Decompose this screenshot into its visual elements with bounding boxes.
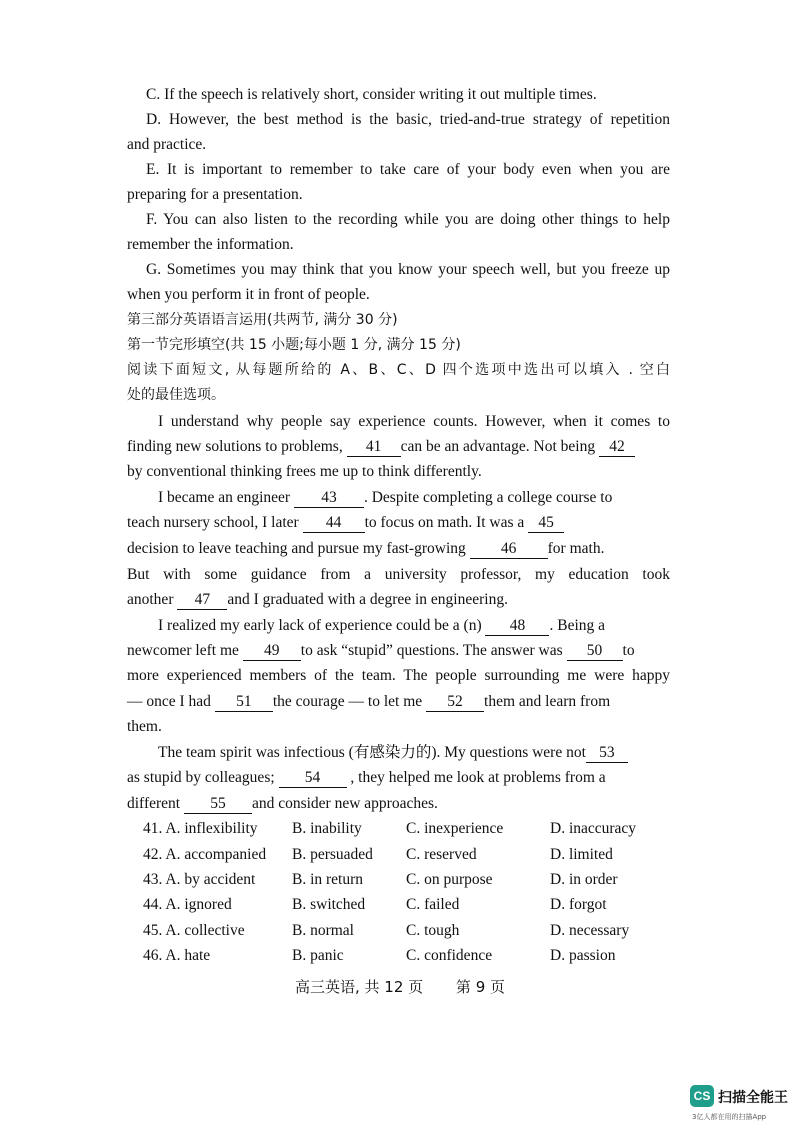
p2-line2-text-a: teach nursery school, I later	[127, 514, 299, 531]
q44-option-c: C. failed	[406, 896, 460, 913]
p2-line4: But with some guidance from a university professor, my education took	[127, 566, 670, 583]
p2-line3-text-b: for math.	[547, 540, 605, 557]
q41-number: 41.	[143, 820, 163, 837]
blank-44: 44	[303, 514, 365, 533]
q43-option-c: C. on purpose	[406, 871, 493, 888]
p2-line5-text-b: and I graduated with a degree in engineering.	[227, 591, 508, 608]
q44-option-d: D. forgot	[550, 896, 607, 913]
p2-line1-text-a: I became an engineer	[158, 489, 291, 506]
p4-line2	[127, 768, 670, 788]
p3-line3: more experienced members of the team. The people surrounding me were happy	[127, 667, 670, 684]
p3-line4-text-a: — once I had	[127, 693, 211, 710]
q44-number: 44.	[143, 896, 163, 913]
p4-line3-text-a: different	[127, 795, 181, 812]
p2-line1-text-b: . Despite completing a college course to	[363, 489, 613, 506]
p2-line3	[127, 539, 670, 559]
blank-53: 53	[586, 744, 628, 763]
blank-46: 46	[470, 540, 548, 559]
blank-47: 47	[177, 591, 227, 610]
p1-line1: I understand why people say experience counts. However, when it comes to	[158, 413, 670, 430]
blank-41: 41	[347, 438, 401, 457]
q45-a	[143, 921, 245, 941]
q46-option-c: C. confidence	[406, 947, 493, 964]
q42-option-c: C. reserved	[406, 846, 477, 863]
q41-option-b: B. inability	[292, 820, 362, 837]
p4-line3-text-b: and consider new approaches.	[251, 795, 438, 812]
p3-line2	[127, 641, 670, 661]
p4-line1	[158, 743, 670, 763]
footer-total-pages: 高三英语, 共 12 页	[294, 978, 424, 996]
q43-option-a: A. by accident	[165, 871, 256, 888]
p3-line2-text-c: to	[622, 642, 635, 659]
p4-line2-text-a: as stupid by colleagues;	[127, 769, 275, 786]
blank-42: 42	[599, 438, 635, 457]
p2-line5	[127, 590, 508, 610]
option-e-line2: preparing for a presentation.	[127, 186, 303, 203]
q45-option-b: B. normal	[292, 922, 354, 939]
p3-line4-text-c: them and learn from	[484, 693, 611, 710]
p1-line2-text-b: can be an advantage. Not being	[400, 438, 596, 455]
q44-option-b: B. switched	[292, 896, 366, 913]
q41-option-c: C. inexperience	[406, 820, 504, 837]
option-f-line2: remember the information.	[127, 236, 294, 253]
p3-line2-text-a: newcomer left me	[127, 642, 239, 659]
instructions-line1: 阅读下面短文, 从每题所给的 A、B、C、D 四个选项中选出可以填入 . 空白	[127, 362, 670, 378]
subsection-title: 第一节完形填空(共 15 小题;每小题 1 分, 满分 15 分)	[127, 337, 461, 353]
q44-option-a: A. ignored	[165, 896, 232, 913]
blank-48: 48	[485, 617, 549, 636]
q45-option-c: C. tough	[406, 922, 460, 939]
blank-43: 43	[294, 489, 364, 508]
option-e-line1: E. It is important to remember to take care of your body even when you are	[146, 161, 670, 178]
p1-line3: by conventional thinking frees me up to think differently.	[127, 463, 482, 480]
q41-option-a: A. inflexibility	[165, 820, 258, 837]
q41-a	[143, 819, 258, 839]
q43-option-d: D. in order	[550, 871, 618, 888]
p3-line4-text-b: the courage — to let me	[272, 693, 423, 710]
q41-option-d: D. inaccuracy	[550, 820, 637, 837]
q42-a	[143, 845, 266, 865]
option-c-line1: C. If the speech is relatively short, consider writing it out multiple times.	[146, 86, 597, 103]
p3-line2-text-b: to ask “stupid” questions. The answer was	[300, 642, 563, 659]
watermark-app-name: 扫描全能王	[718, 1090, 788, 1106]
blank-51: 51	[215, 693, 273, 712]
q45-option-a: A. collective	[165, 922, 245, 939]
q42-option-a: A. accompanied	[165, 846, 267, 863]
q46-number: 46.	[143, 947, 163, 964]
option-d-line2: and practice.	[127, 136, 207, 153]
p4-line1-text-a: The team spirit was infectious (有感染力的). My questions were not	[158, 744, 586, 761]
option-f-line1: F. You can also listen to the recording while you are doing other things to help	[146, 211, 670, 228]
p2-line1	[158, 488, 670, 508]
p1-line2	[127, 437, 670, 457]
section-title: 第三部分英语语言运用(共两节, 满分 30 分)	[127, 312, 398, 328]
scanner-watermark	[690, 1085, 794, 1125]
blank-45: 45	[528, 514, 564, 533]
watermark-tagline: 3亿人都在用的扫描App	[692, 1113, 767, 1121]
p2-line3-text-a: decision to leave teaching and pursue my fast-growing	[127, 540, 466, 557]
blank-52: 52	[426, 693, 484, 712]
q45-number: 45.	[143, 922, 163, 939]
option-d-line1: D. However, the best method is the basic, tried-and-true strategy of repetition	[146, 111, 670, 128]
p3-line1-text-b: . Being a	[549, 617, 606, 634]
q46-option-d: D. passion	[550, 947, 616, 964]
q43-number: 43.	[143, 871, 163, 888]
footer-page-number: 第 9 页	[455, 978, 506, 996]
q43-a	[143, 870, 255, 890]
q46-a	[143, 946, 210, 966]
instructions-line2: 处的最佳选项。	[127, 387, 225, 403]
p3-line1	[158, 616, 670, 636]
q46-option-a: A. hate	[165, 947, 211, 964]
page-footer	[0, 976, 800, 997]
blank-55: 55	[184, 795, 252, 814]
option-g-line2: when you perform it in front of people.	[127, 286, 370, 303]
blank-54: 54	[279, 769, 347, 788]
p2-line5-text-a: another	[127, 591, 174, 608]
option-g-line1: G. Sometimes you may think that you know your speech well, but you freeze up	[146, 261, 670, 278]
p3-line1-text-a: I realized my early lack of experience could be a (n)	[158, 617, 482, 634]
p2-line2-text-b: to focus on math. It was a	[364, 514, 525, 531]
p3-line5: them.	[127, 718, 162, 735]
q44-a	[143, 895, 232, 915]
camscanner-logo-icon: CS	[690, 1085, 714, 1107]
q45-option-d: D. necessary	[550, 922, 630, 939]
q42-option-b: B. persuaded	[292, 846, 373, 863]
blank-49: 49	[243, 642, 301, 661]
q46-option-b: B. panic	[292, 947, 344, 964]
p2-line2	[127, 513, 670, 533]
p4-line2-text-b: , they helped me look at problems from a	[350, 769, 606, 786]
blank-50: 50	[567, 642, 623, 661]
p4-line3	[127, 794, 438, 814]
q43-option-b: B. in return	[292, 871, 364, 888]
q42-number: 42.	[143, 846, 163, 863]
q42-option-d: D. limited	[550, 846, 613, 863]
p3-line4	[127, 692, 670, 712]
p1-line2-text-a: finding new solutions to problems,	[127, 438, 343, 455]
